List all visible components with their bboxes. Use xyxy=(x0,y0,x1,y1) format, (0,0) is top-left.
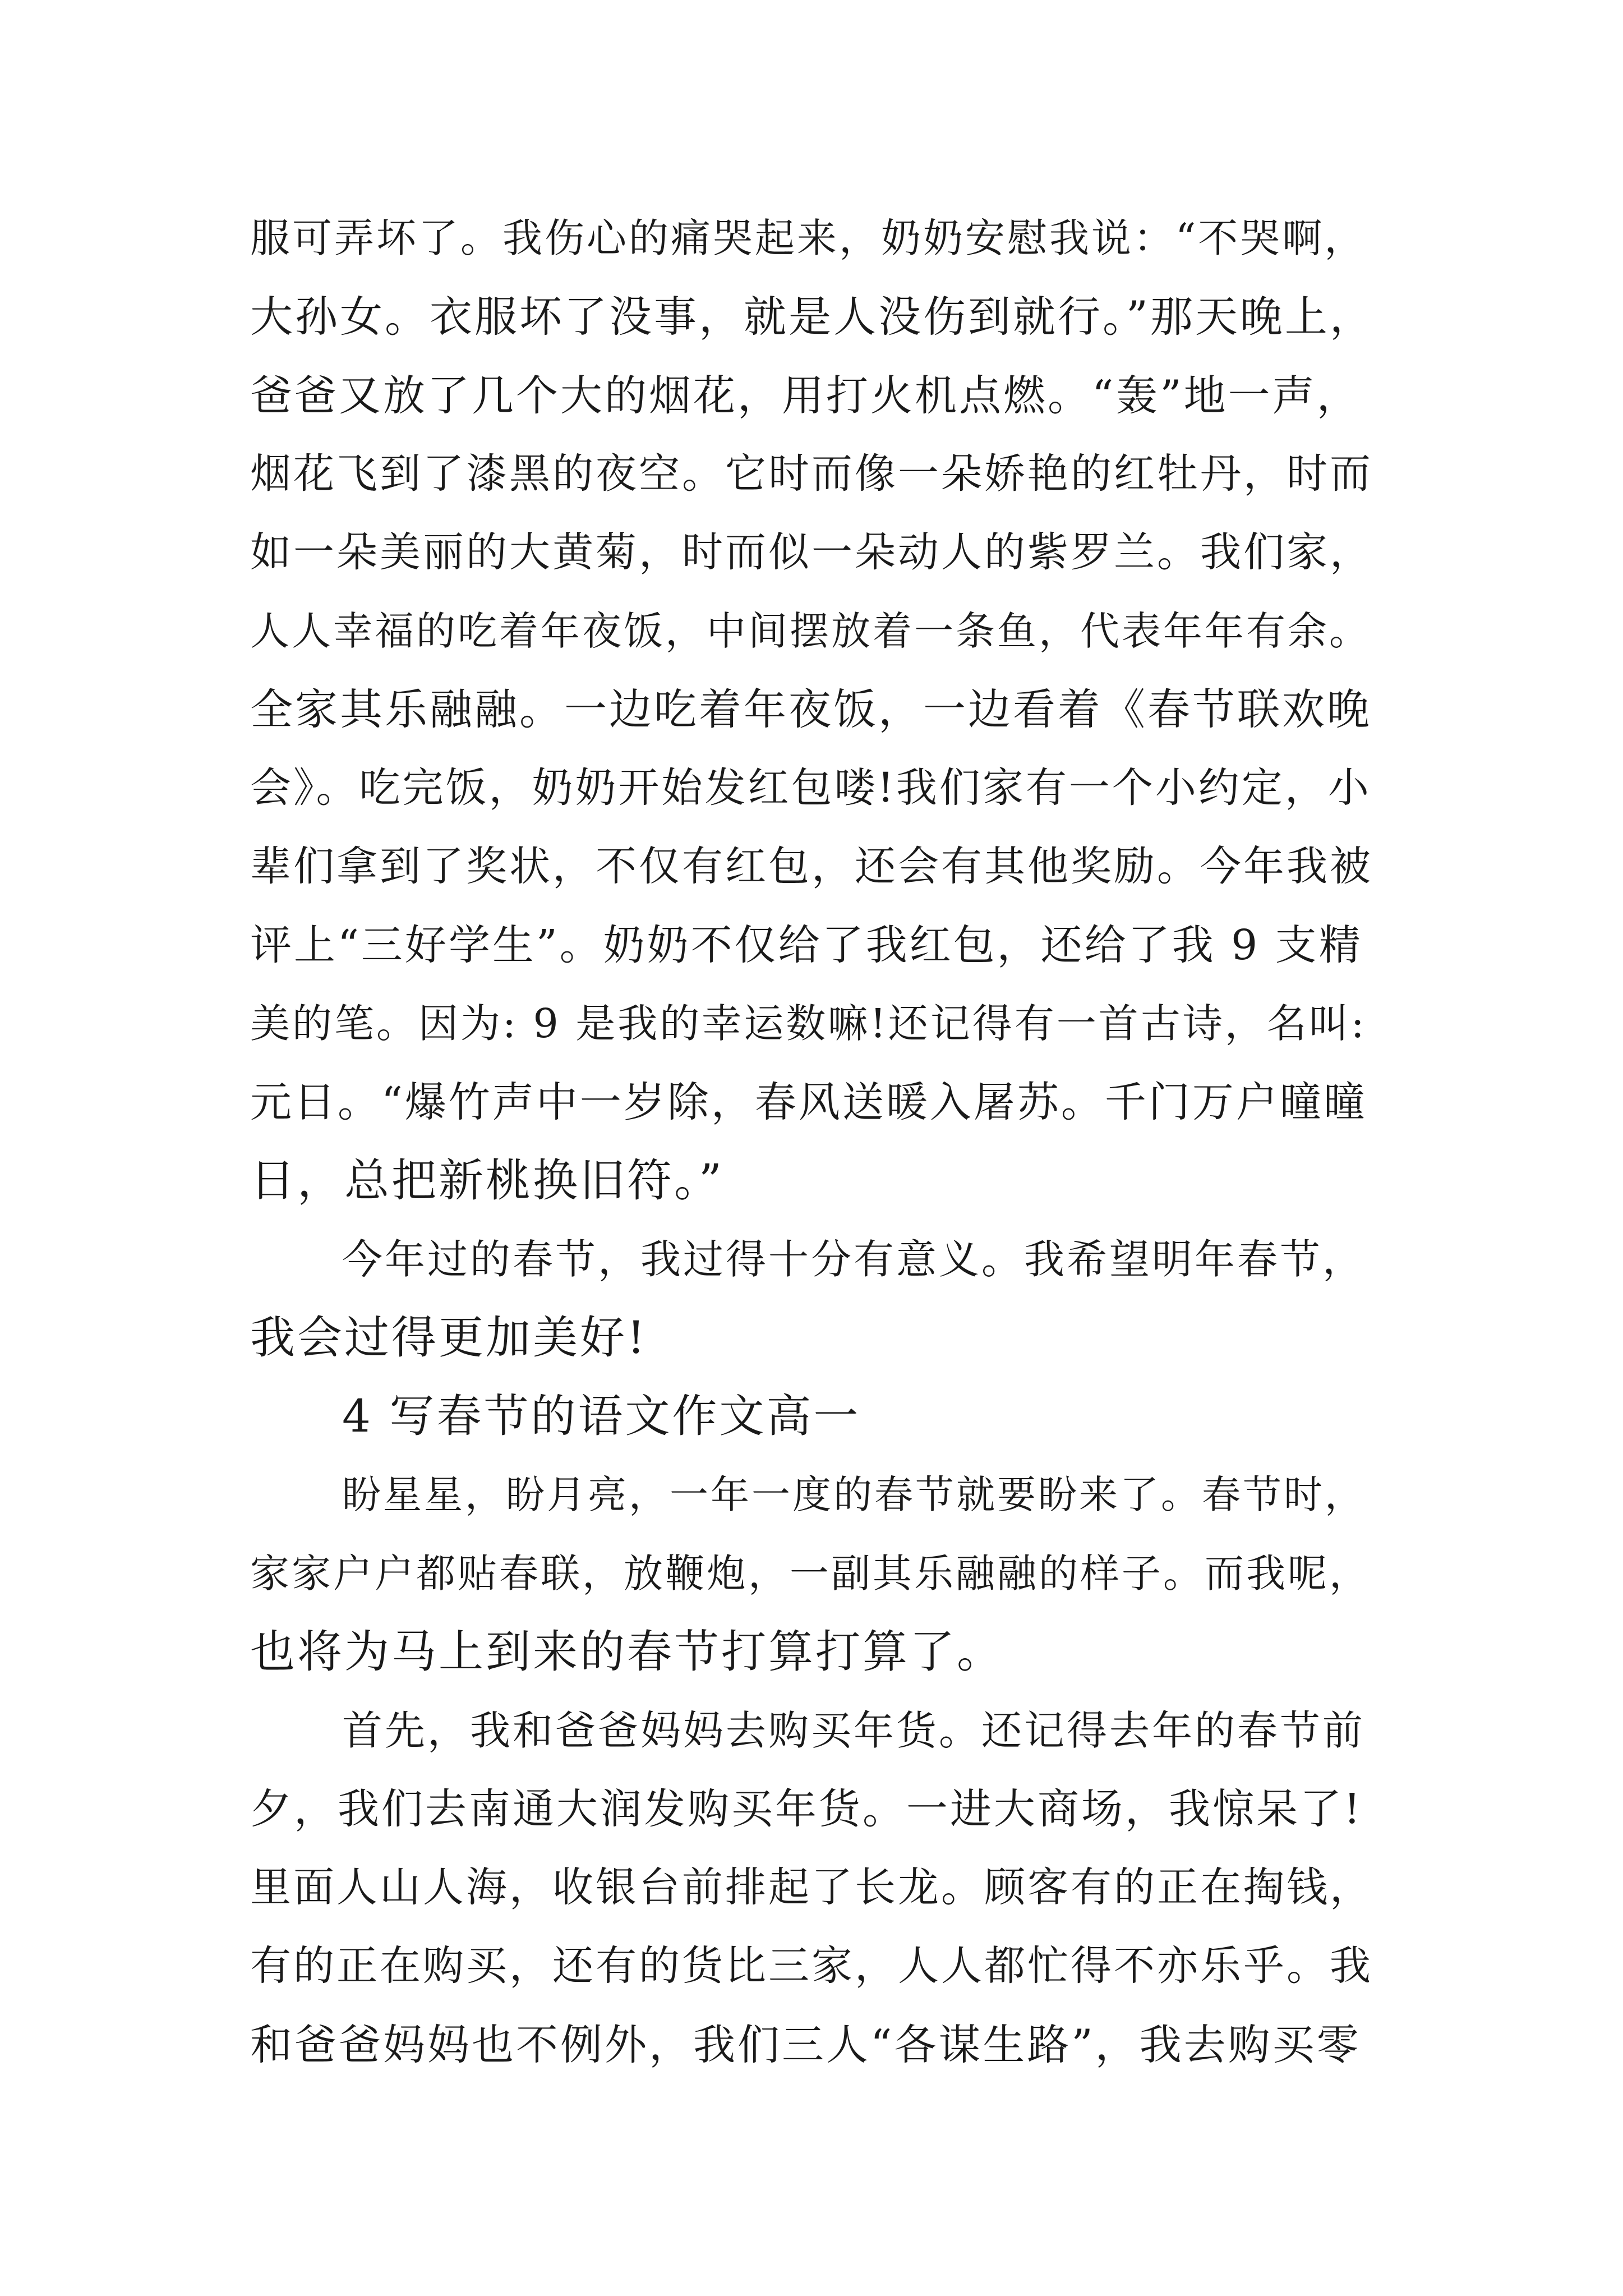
text-line: 辈们拿到了奖状，不仅有红包，还会有其他奖励。今年我被 xyxy=(250,843,1373,890)
text-line: 人人幸福的吃着年夜饭，中间摆放着一条鱼，代表年年有余。 xyxy=(250,608,1371,654)
paragraph-first-line: 盼星星，盼月亮，一年一度的春节就要盼来了。春节时， xyxy=(342,1473,1366,1517)
text-line: 和爸爸妈妈也不例外，我们三人“各谋生路”，我去购买零 xyxy=(250,2020,1361,2069)
text-line: 夕，我们去南通大润发购买年货。一进大商场，我惊呆了! xyxy=(250,1785,1363,1833)
text-line: 会》。吃完饭，奶奶开始发红包喽!我们家有一个小约定，小 xyxy=(250,764,1371,812)
text-line: 有的正在购买，还有的货比三家，人人都忙得不亦乐乎。我 xyxy=(250,1942,1373,1990)
text-line: 全家其乐融融。一边吃着年夜饭，一边看着《春节联欢晚 xyxy=(250,684,1372,734)
text-line: 美的笔。因为: 9 是我的幸运数嘛!还记得有一首古诗，名叫: xyxy=(250,1000,1367,1047)
document-body xyxy=(250,199,1375,2084)
paragraph-first-line: 今年过的春节，我过得十分有意义。我希望明年春节， xyxy=(342,1236,1366,1283)
text-line: 我会过得更加美好! xyxy=(250,1312,648,1364)
text-line: 评上“三好学生”。奶奶不仅给了我红包，还给了我 9 支精 xyxy=(250,921,1363,969)
paragraph-first-line: 4 写春节的语文作文高一 xyxy=(342,1390,861,1442)
paragraph-first-line: 首先，我和爸爸妈妈去购买年货。还记得去年的春节前 xyxy=(342,1707,1366,1754)
text-line: 服可弄坏了。我伤心的痛哭起来，奶奶安慰我说：“不哭啊， xyxy=(250,215,1367,261)
text-line: 日，总把新桃换旧符。” xyxy=(250,1154,724,1207)
text-line: 大孙女。衣服坏了没事，就是人没伤到就行。”那天晚上， xyxy=(250,292,1375,342)
text-line: 家家户户都贴春联，放鞭炮，一副其乐融融的样子。而我呢， xyxy=(250,1550,1371,1596)
text-line: 烟花飞到了漆黑的夜空。它时而像一朵娇艳的红牡丹，时而 xyxy=(250,450,1373,498)
text-line: 里面人山人海，收银台前排起了长龙。顾客有的正在掏钱， xyxy=(250,1864,1373,1911)
text-line: 也将为马上到来的春节打算打算了。 xyxy=(250,1626,1004,1678)
text-line: 如一朵美丽的大黄菊，时而似一朵动人的紫罗兰。我们家， xyxy=(250,528,1373,576)
text-line: 爸爸又放了几个大的烟花，用打火机点燃。“轰”地一声， xyxy=(250,371,1361,420)
text-line: 元日。“爆竹声中一岁除，春风送暖入屠苏。千门万户曈曈 xyxy=(250,1078,1367,1126)
